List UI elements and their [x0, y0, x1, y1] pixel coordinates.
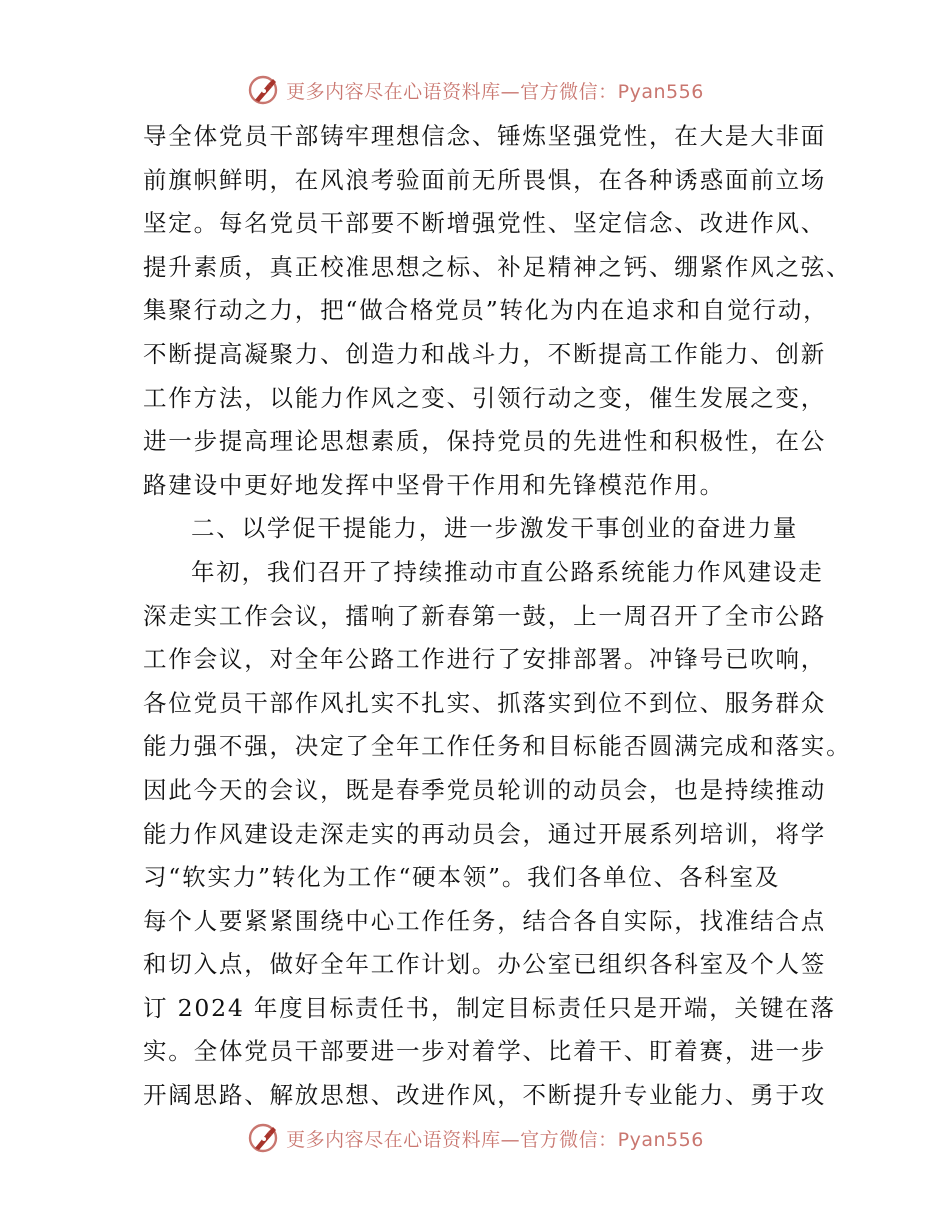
text-line: 提升素质，真正校准思想之标、补足精神之钙、绷紧作风之弦、	[143, 252, 852, 281]
text-line: 集聚行动之力，把“做合格党员”转化为内在追求和自觉行动，	[143, 296, 829, 325]
watermark-text: 更多内容尽在心语资料库—官方微信：Pyan556	[286, 1128, 704, 1151]
paragraph-start: 年初，我们召开了持续推动市直公路系统能力作风建设走	[191, 557, 824, 586]
text-line: 每个人要紧紧围绕中心工作任务，结合各自实际，找准结合点	[143, 906, 827, 935]
text-line: 能力强不强，决定了全年工作任务和目标能否圆满完成和落实。	[143, 732, 852, 761]
text-line: 实。全体党员干部要进一步对着学、比着干、盯着赛，进一步	[143, 1037, 827, 1066]
document-body	[143, 115, 852, 1118]
header-watermark	[0, 70, 950, 110]
text-line: 工作方法，以能力作风之变、引领行动之变，催生发展之变，	[143, 383, 827, 412]
text-line: 能力作风建设走深走实的再动员会，通过开展系列培训，将学	[143, 819, 827, 848]
text-line: 开阔思路、解放思想、改进作风，不断提升专业能力、勇于攻	[143, 1081, 827, 1110]
text-line: 习“软实力”转化为工作“硬本领”。我们各单位、各科室及	[143, 863, 781, 892]
text-line: 深走实工作会议，擂响了新春第一鼓，上一周召开了全市公路	[143, 601, 827, 630]
text-line: 和切入点，做好全年工作计划。办公室已组织各科室及个人签	[143, 950, 827, 979]
text-line: 因此今天的会议，既是春季党员轮训的动员会，也是持续推动	[143, 775, 827, 804]
text-line: 坚定。每名党员干部要不断增强党性、坚定信念、改进作风、	[143, 209, 827, 238]
pen-nib-circle-icon	[246, 1121, 280, 1155]
text-line: 进一步提高理论思想素质，保持党员的先进性和积极性，在公	[143, 427, 827, 456]
pen-nib-circle-icon	[246, 73, 280, 107]
text-line: 订 2024 年度目标责任书，制定目标责任只是开端，关键在落	[143, 993, 836, 1022]
text-line: 不断提高凝聚力、创造力和战斗力，不断提高工作能力、创新	[143, 339, 827, 368]
text-line: 导全体党员干部铸牢理想信念、锤炼坚强党性，在大是大非面	[143, 122, 827, 150]
text-line: 路建设中更好地发挥中坚骨干作用和先锋模范作用。	[143, 470, 725, 499]
text-line: 各位党员干部作风扎实不扎实、抓落实到位不到位、服务群众	[143, 688, 827, 717]
text-line: 工作会议，对全年公路工作进行了安排部署。冲锋号已吹响，	[143, 645, 827, 674]
footer-watermark	[0, 1118, 950, 1158]
text-line: 前旗帜鲜明，在风浪考验面前无所畏惧，在各种诱惑面前立场	[143, 165, 827, 194]
section-heading: 二、以学促干提能力，进一步激发干事创业的奋进力量	[191, 514, 799, 543]
watermark-text: 更多内容尽在心语资料库—官方微信：Pyan556	[286, 80, 704, 103]
